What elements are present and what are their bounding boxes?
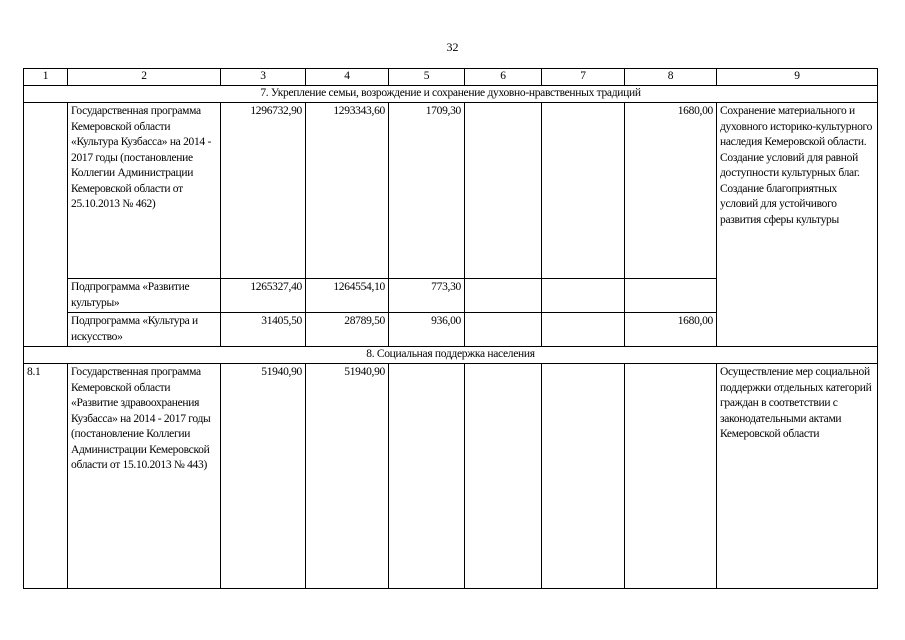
value-cell: 1264554,10 (306, 279, 389, 313)
column-header: 4 (306, 69, 389, 86)
program-name-cell: Государственная программа Кемеровской области «Развитие здравоохранения Кузбасса» на 2014 - 2017 годы (постановление Коллегии Администрации Кемеровской области от 15.10.2013 № 443) (68, 364, 221, 589)
value-cell (625, 279, 717, 313)
value-cell (542, 103, 625, 279)
section-8-title: 8. Социальная поддержка населения (24, 347, 878, 364)
section-header-row (24, 86, 878, 103)
value-cell: 773,30 (389, 279, 465, 313)
subprogram-name-cell: Подпрограмма «Культура и искусство» (68, 313, 221, 347)
column-header: 3 (221, 69, 306, 86)
value-cell (465, 279, 542, 313)
value-cell (465, 313, 542, 347)
value-cell: 51940,90 (221, 364, 306, 589)
value-cell: 1296732,90 (221, 103, 306, 279)
value-cell: 1293343,60 (306, 103, 389, 279)
column-header: 5 (389, 69, 465, 86)
value-cell: 51940,90 (306, 364, 389, 589)
value-cell: 1265327,40 (221, 279, 306, 313)
column-header: 8 (625, 69, 717, 86)
column-header: 6 (465, 69, 542, 86)
header-row (24, 69, 878, 86)
value-cell: 1680,00 (625, 313, 717, 347)
value-cell (389, 364, 465, 589)
value-cell (542, 279, 625, 313)
budget-table (23, 68, 878, 589)
value-cell: 1709,30 (389, 103, 465, 279)
goal-cell: Осуществление мер социальной поддержки отдельных категорий граждан в соответствии с законодательными актами Кемеровской области (717, 364, 878, 589)
section-header-row (24, 347, 878, 364)
row-number-cell: 8.1 (24, 364, 68, 589)
value-cell: 1680,00 (625, 103, 717, 279)
value-cell (465, 103, 542, 279)
page-number: 32 (446, 40, 459, 54)
program-name-cell: Государственная программа Кемеровской области «Культура Кузбасса» на 2014 - 2017 годы (постановление Коллегии Администрации Кемеровской области от 25.10.2013 № 462) (68, 103, 221, 279)
column-header: 1 (24, 69, 68, 86)
value-cell (465, 364, 542, 589)
row-number-cell (24, 103, 68, 347)
value-cell: 31405,50 (221, 313, 306, 347)
value-cell: 28789,50 (306, 313, 389, 347)
value-cell (542, 364, 625, 589)
table-row (24, 103, 878, 279)
column-header: 2 (68, 69, 221, 86)
section-7-title: 7. Укрепление семьи, возрождение и сохранение духовно-нравственных традиций (24, 86, 878, 103)
goal-cell: Сохранение материального и духовного историко-культурного наследия Кемеровской области. Создание условий для равной доступности культурных благ. Создание благоприятных условий для устойчивого развития сферы культуры (717, 103, 878, 347)
column-header: 7 (542, 69, 625, 86)
value-cell: 936,00 (389, 313, 465, 347)
value-cell (625, 364, 717, 589)
column-header: 9 (717, 69, 878, 86)
value-cell (542, 313, 625, 347)
subprogram-name-cell: Подпрограмма «Развитие культуры» (68, 279, 221, 313)
table-row (24, 364, 878, 589)
